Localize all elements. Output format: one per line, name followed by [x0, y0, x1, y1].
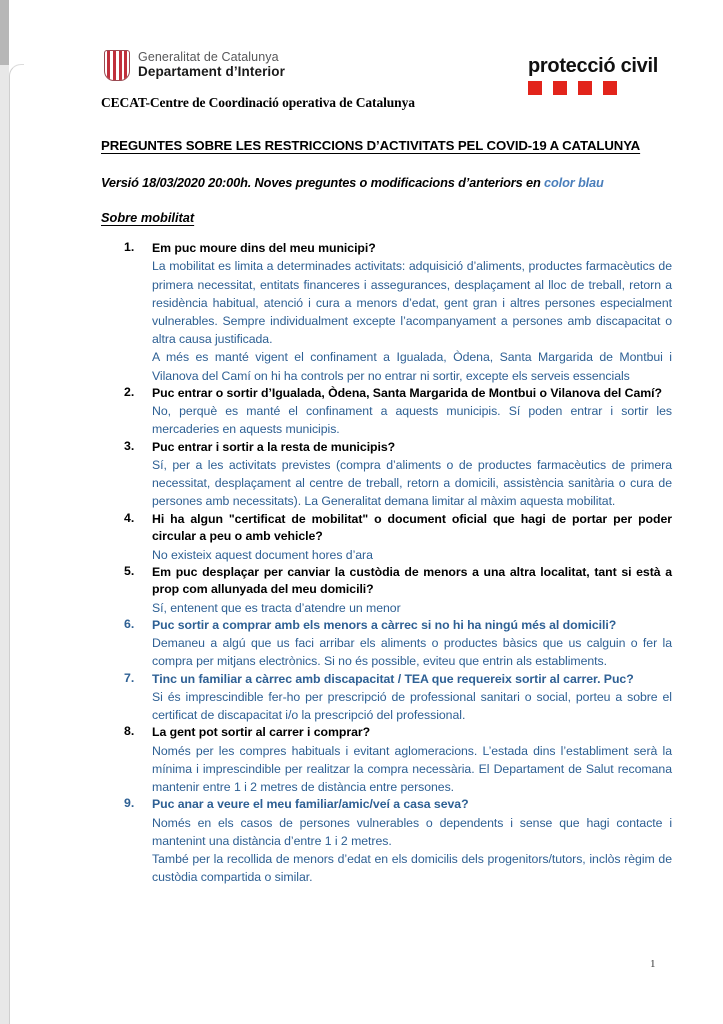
version-line: [101, 175, 604, 190]
proteccio-civil-squares-icon: [528, 81, 658, 95]
qa-number: 5.: [124, 563, 135, 578]
qa-item: [124, 564, 672, 617]
qa-answer: Sí, per a les activitats previstes (compra d’aliments o de productes farmacèutics de primera necessitat, desplaçament al centre de treball, retorn a domicili, assistència sanitària o cura de persones amb necessitats). La Generalitat demana limitar al màxim aquesta mobilitat.: [152, 458, 672, 509]
catalan-shield-icon: [104, 50, 130, 81]
organisation-line: CECAT-Centre de Coordinació operativa de Catalunya: [101, 95, 415, 110]
qa-answer: La mobilitat es limita a determinades activitats: adquisició d’aliments, productes farmacèutics de primera necessitat, entitats financeres i assegurances, desplaçament al lloc de treball, retorn a residència habitual, atenció i cura a menors d’edat, gent gran i altres persones especialment vulnerables. Sempre individualment excepte l’acompanyament a persones amb discapacitat o altra causa justificada.: [152, 259, 672, 347]
qa-number: 1.: [124, 240, 135, 254]
qa-item: [124, 671, 672, 725]
generalitat-wordmark: [138, 51, 285, 79]
qa-question: Puc sortir a comprar amb els menors a càrrec si no hi ha ningú més al domicili?: [152, 617, 617, 632]
section-heading-mobilitat: Sobre mobilitat: [101, 210, 195, 225]
generalitat-line-2: Departament d’Interior: [138, 63, 285, 79]
page-number: 1: [650, 958, 656, 970]
page-title: PREGUNTES SOBRE LES RESTRICCIONS D’ACTIVITATS PEL COVID-19 A CATALUNYA: [101, 138, 641, 153]
qa-question: Em puc desplaçar per canviar la custòdia de menors a una altra localitat, tant si està a prop com allunyada del meu domicili?: [152, 564, 672, 597]
qa-answer: No existeix aquest document hores d’ara: [152, 547, 373, 562]
qa-answer: Si és imprescindible fer-ho per prescripció de professional sanitari o social, porteu a sobre el certificat de discapacitat i/o la prescripció del professional.: [152, 690, 672, 723]
qa-item: [124, 439, 672, 511]
generalitat-logo: [104, 50, 285, 81]
qa-item: [124, 617, 672, 671]
qa-question: Puc anar a veure el meu familiar/amic/veí a casa seva?: [152, 797, 469, 812]
qa-number: 7.: [124, 670, 135, 685]
qa-item: [124, 796, 672, 886]
qa-number: 6.: [124, 616, 135, 631]
viewer-left-gutter: [0, 0, 9, 1024]
qa-item: [124, 511, 672, 564]
qa-answer: No, perquè es manté el confinament a aquests municipis. Sí poden entrar i sortir les mercaderies en aquests municipis.: [152, 404, 672, 437]
qa-number: 8.: [124, 724, 135, 739]
qa-answer: Només en els casos de persones vulnerables o dependents i sense que hagi contacte i mantenint una distància d’entre 1 i 2 metres.: [152, 815, 672, 849]
qa-question: Hi ha algun "certificat de mobilitat" o document oficial que hagi de portar per poder circular a peu o amb vehicle?: [152, 511, 672, 544]
qa-item: [124, 385, 672, 439]
qa-number: 2.: [124, 384, 135, 399]
qa-list: [124, 240, 672, 887]
qa-question: Tinc un familiar a càrrec amb discapacitat / TEA que requereix sortir al carrer. Puc?: [152, 671, 634, 686]
qa-answer: Demaneu a algú que us faci arribar els aliments o productes bàsics que us calguin o fer la compra per mitjans electrònics. Si no és possible, eviteu que entrin als establiments.: [152, 636, 672, 669]
qa-item: [124, 240, 672, 385]
qa-question: Puc entrar o sortir d’Igualada, Òdena, Santa Margarida de Montbui o Vilanova del Camí?: [152, 385, 662, 400]
qa-answer: Només per les compres habituals i evitant aglomeracions. L’estada dins l’establiment serà la mínima i imprescindible per realitzar la compra necessària. El Departament de Salut recomana mantenir entre 1 i 2 metres de distància entre persones.: [152, 743, 672, 795]
qa-number: 4.: [124, 510, 135, 525]
qa-question: Em puc moure dins del meu municipi?: [152, 241, 376, 255]
qa-item: [124, 724, 672, 796]
qa-number: 3.: [124, 438, 135, 453]
version-highlight-text: color blau: [544, 175, 604, 190]
proteccio-civil-wordmark: protecció civil: [528, 55, 658, 77]
qa-question: Puc entrar i sortir a la resta de municipis?: [152, 439, 396, 454]
qa-question: La gent pot sortir al carrer i comprar?: [152, 725, 371, 740]
qa-answer: Sí, entenent que es tracta d’atendre un menor: [152, 600, 401, 615]
qa-number: 9.: [124, 796, 135, 811]
qa-answer: A més es manté vigent el confinament a Igualada, Òdena, Santa Margarida de Montbui i Vilanova del Camí on hi ha controls per no entrar ni sortir, excepte els serveis essencials: [152, 350, 672, 383]
proteccio-civil-logo: [528, 56, 658, 95]
generalitat-line-1: Generalitat de Catalunya: [138, 50, 279, 65]
qa-answer: També per la recollida de menors d’edat en els domicilis dels progenitors/tutors, inclòs règim de custòdia compartida o similar.: [152, 852, 672, 885]
version-text: Versió 18/03/2020 20:00h. Noves preguntes o modificacions d’anteriors en: [101, 175, 545, 190]
